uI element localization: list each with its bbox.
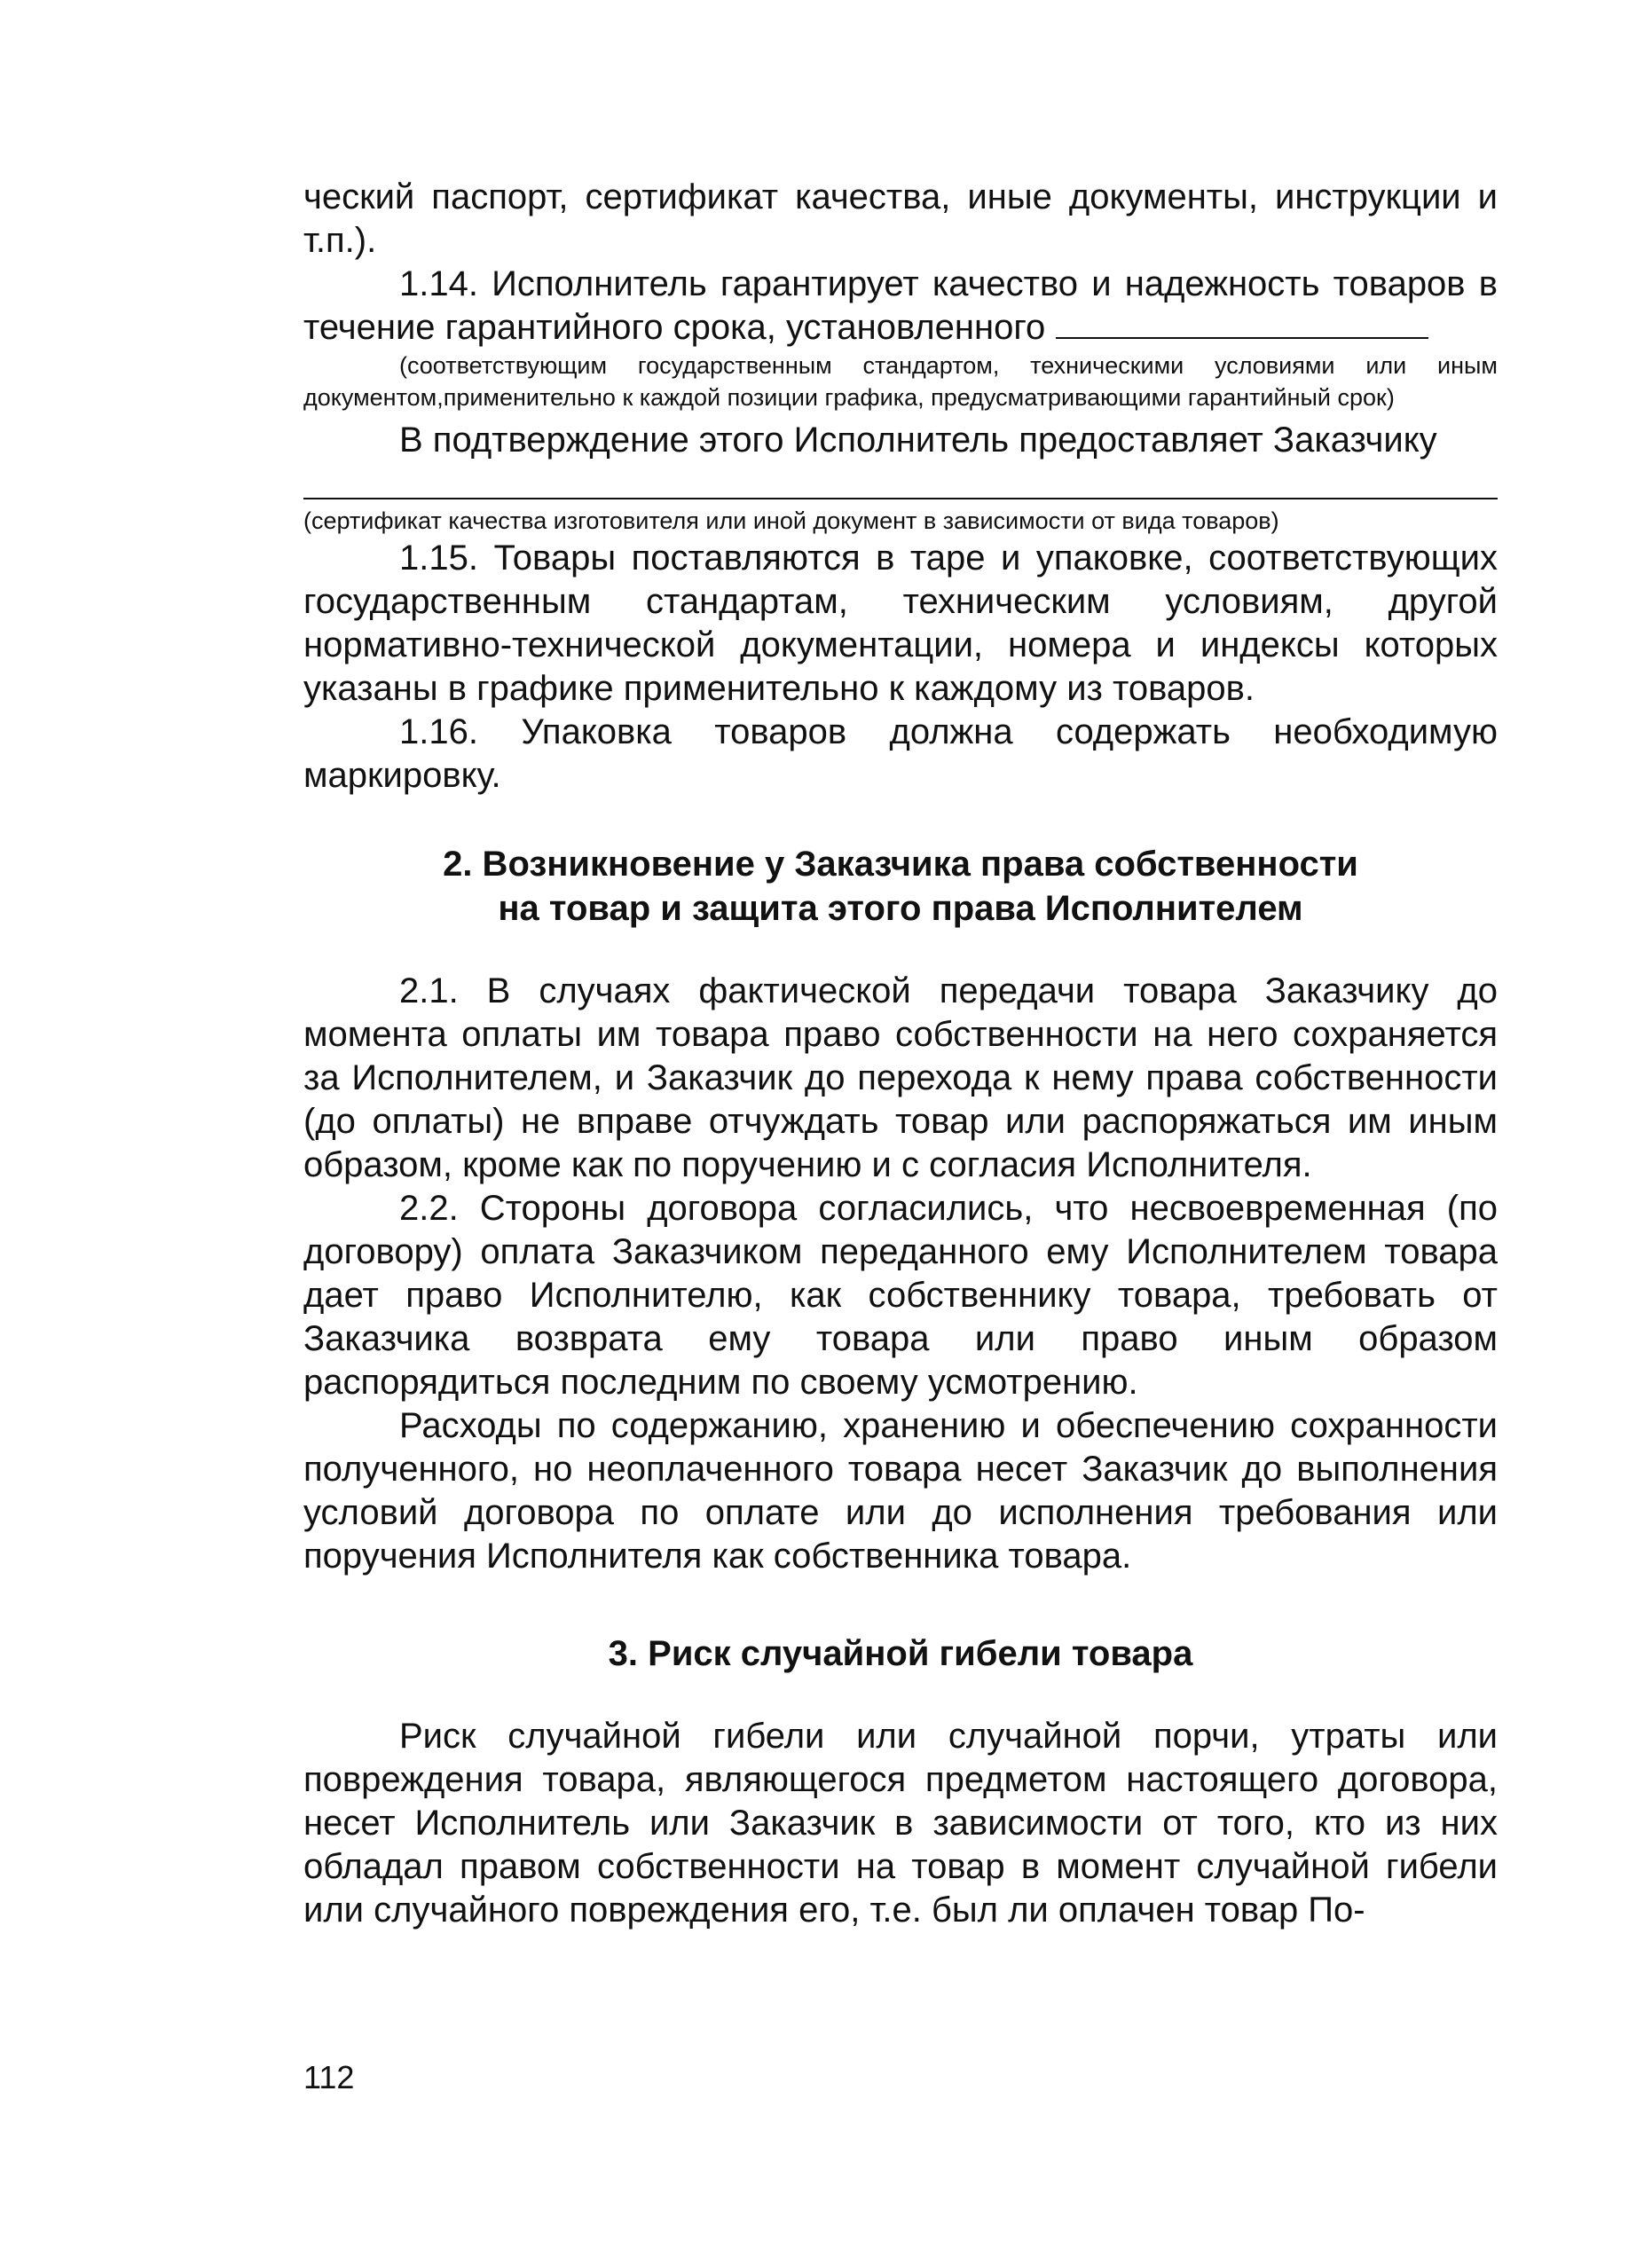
spacer: [303, 931, 1498, 970]
spacer: [303, 1676, 1498, 1715]
clause-2-1: 2.1. В случаях фактической передачи товара Заказчику до момента оплаты им товара право собственности на него сохраняется за Исполнителем, и Заказчик до перехода к нему права собственности (до оплаты) не вправе отчуждать товар или распоряжаться им иным образом, кроме как по поручению и с согласия Исполнителя.: [303, 971, 1498, 1184]
confirmation-note: (сертификат качества изготовителя или иной документ в зависимости от вида товаров): [303, 507, 1279, 534]
blank-fill-line: [1056, 311, 1428, 339]
section-2-heading-line-1: 2. Возникновение у Заказчика права собственности: [443, 845, 1358, 884]
continuation-paragraph: ческий паспорт, сертификат качества, иные документы, инструкции и т.п.).: [303, 177, 1498, 260]
clause-1-14: [303, 263, 1498, 350]
page-number: 112: [303, 2059, 355, 2095]
confirmation-paragraph: В подтверждение этого Исполнитель предоставляет Заказчику: [399, 421, 1437, 460]
spacer: [303, 798, 1498, 842]
clause-1-15: 1.15. Товары поставляются в таре и упаковке, соответствующих государственным стандартам, техническим условиям, другой нормативно-технической документации, номера и индексы которых указаны в графике применительно к каждому из товаров.: [303, 538, 1498, 708]
risk-paragraph: Риск случайной гибели или случайной порчи, утраты или повреждения товара, являющегося предметом настоящего договора, несет Исполнитель или Заказчик в зависимости от того, кто из них обладал правом собственности на товар в момент случайной гибели или случайного повреждения его, т.е. был ли оплачен товар По-: [303, 1717, 1498, 1930]
clause-2-2: 2.2. Стороны договора согласились, что несвоевременная (по договору) оплата Заказчиком переданного ему Исполнителем товара дает право Исполнителю, как собственнику товара, требовать от Заказчика возврата ему товара или право иным образом распорядиться последним по своему усмотрению.: [303, 1189, 1498, 1402]
section-3-heading: 3. Риск случайной гибели товара: [608, 1634, 1193, 1673]
spacer: [303, 1578, 1498, 1631]
clause-1-16: 1.16. Упаковка товаров должна содержать необходимую маркировку.: [303, 712, 1498, 795]
clause-1-14-note: (соответствующим государственным стандартом, техническими условиями или иным документом,применительно к каждой позиции графика, предусматривающими гарантийный срок): [303, 352, 1498, 411]
blank-fill-rule: [303, 498, 1498, 499]
expenses-paragraph: Расходы по содержанию, хранению и обеспечению сохранности полученного, но неоплаченного товара несет Заказчик до выполнения условий договора по оплате или до исполнения требования или поручения Исполнителя как собственника товара.: [303, 1406, 1498, 1576]
section-2-heading-line-2: на товар и защита этого права Исполнителем: [498, 889, 1303, 928]
clause-1-14-text: 1.14. Исполнитель гарантирует качество и надежность товаров в течение гарантийного срока, установленного: [303, 264, 1498, 347]
text-column: [303, 176, 1498, 1932]
